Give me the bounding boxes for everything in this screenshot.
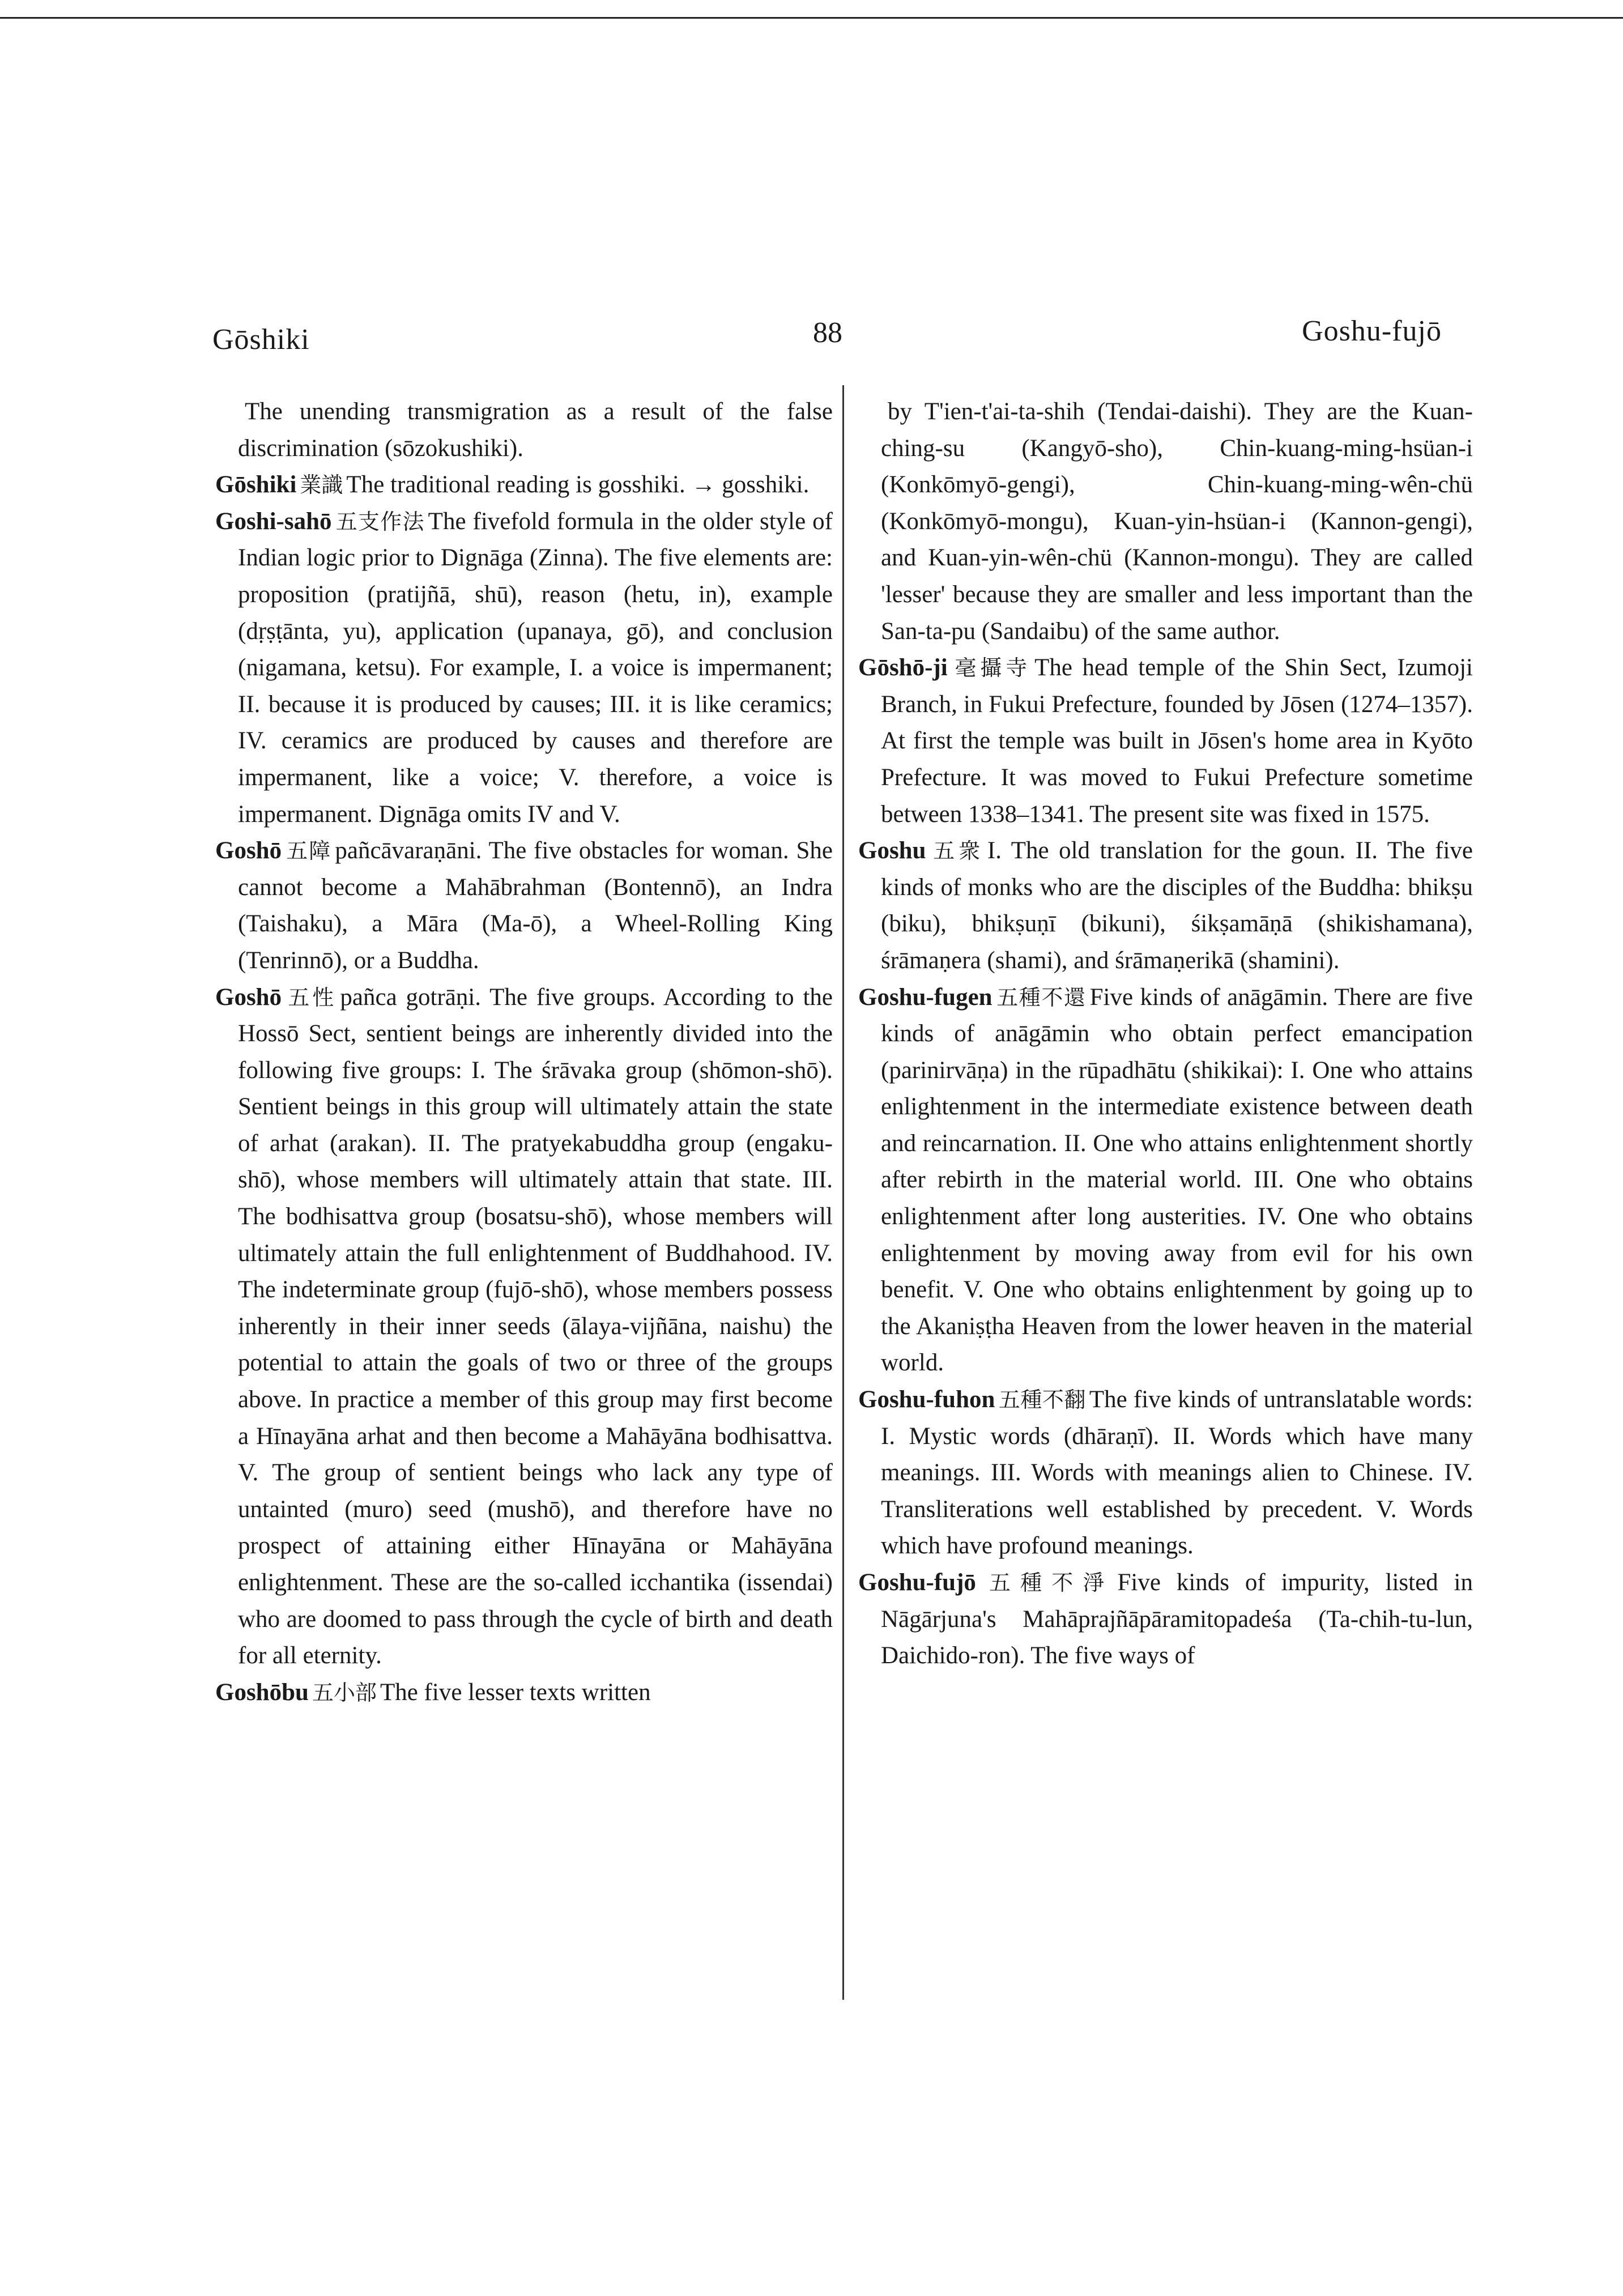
entry-headword: Goshō [215, 983, 282, 1011]
entry-kanji: 毫攝寺 [951, 655, 1032, 681]
entry-text: Five kinds of anāgāmin. There are five kinds of anāgāmin who obtain perfect emancipation (parinirvāṇa) in the rūpadhātu (shikikai): I. One who attains enlightenment in the intermediate existence between death and reincarnation. II. One who attains enlightenment shortly after rebirth in the material world. III. One who obtains enlightenment after long austerities. IV. One who obtains enlightenment by moving away from evil for his own benefit. V. One who obtains enlightenment by going up to the Akaniṣṭha Heaven from the lower heaven in the material world. [881, 983, 1473, 1377]
entry-text: The traditional reading is gosshiki. → gosshiki. [346, 471, 810, 499]
column-divider [842, 385, 844, 2000]
dictionary-entry [858, 979, 1473, 1382]
entry-headword: Goshi-sahō [215, 508, 332, 535]
entry-text: The five kinds of untranslatable words: I. Mystic words (dhāraṇī). II. Words which have many meanings. III. Words with meanings alien to Chinese. IV. Transliterations well established by precedent. V. Words which have profound meanings. [881, 1386, 1473, 1560]
entry-headword: Goshu-fujō [858, 1569, 976, 1596]
entry-kanji: 五衆 [929, 838, 984, 864]
entry-kanji: 五種不還 [995, 985, 1087, 1010]
entry-text: pañcāvaraṇāni. The five obstacles for woman. She cannot become a Mahābrahman (Bontennō), an Indra (Taishaku), a Māra (Ma-ō), a Wheel-Rolling King (Tenrinnō), or a Buddha. [238, 837, 833, 974]
right-column [858, 394, 1473, 1675]
page-number: 88 [813, 317, 842, 349]
entry-headword: Goshōbu [215, 1679, 309, 1706]
dictionary-entry [858, 1382, 1473, 1565]
entry-kanji: 業識 [300, 472, 343, 498]
header-right-guideword: Goshu-fujō [1302, 315, 1442, 347]
entry-text: The unending transmigration as a result of the false discrimination (sōzokushiki). [238, 398, 833, 462]
dictionary-entry [215, 979, 833, 1675]
entry-headword: Gōshiki [215, 471, 297, 499]
entry-text: The fivefold formula in the older style of Indian logic prior to Dignāga (Zinna). The five elements are: proposition (pratijñā, shū), reason (hetu, in), example (dṛṣṭānta, yu), application (upanaya, gō), and conclusion (nigamana, ketsu). For example, I. a voice is impermanent; II. because it is produced by causes; III. it is like ceramics; IV. ceramics are produced by causes and therefore are impermanent, like a voice; V. therefore, a voice is impermanent. Dignāga omits IV and V. [238, 508, 833, 828]
left-column [215, 394, 833, 1711]
entry-text: pañca gotrāṇi. The five groups. According to the Hossō Sect, sentient beings are inherently divided into the following five groups: I. The śrāvaka group (shōmon-shō). Sentient beings in this group will ultimately attain the state of arhat (arakan). II. The pratyekabuddha group (engaku-shō), whose members will ultimately attain that state. III. The bodhisattva group (bosatsu-shō), whose members will ultimately attain the full enlightenment of Buddhahood. IV. The indeterminate group (fujō-shō), whose members possess inherently in their inner seeds (ālaya-vijñāna, naishu) the potential to attain the goals of two or three of the groups above. In practice a member of this group may first become a Hīnayāna arhat and then become a Mahāyāna bodhisattva. V. The group of sentient beings who lack any type of untainted (muro) seed (mushō), and therefore have no prospect of attaining either Hīnayāna or Mahāyāna enlightenment. These are the so-called icchantika (issendai) who are doomed to pass through the cycle of birth and death for all eternity. [238, 983, 833, 1669]
dictionary-entry [215, 467, 833, 504]
entry-kanji: 五種不淨 [979, 1570, 1114, 1595]
entry-kanji: 五種不翻 [998, 1387, 1086, 1413]
entry-headword: Goshō [215, 837, 282, 864]
dictionary-entry [215, 833, 833, 979]
entry-headword: Gōshō-ji [858, 654, 948, 681]
page-header [212, 315, 1442, 374]
entry-kanji: 五性 [285, 985, 337, 1010]
dictionary-entry [215, 394, 833, 467]
dictionary-entry [215, 504, 833, 833]
entry-text: by T'ien-t'ai-ta-shih (Tendai-daishi). They are the Kuan-ching-su (Kangyō-sho), Chin-kuang-ming-hsüan-i (Konkōmyō-gengi), Chin-kuang-ming-wên-chü (Konkōmyō-mongu), Kuan-yin-hsüan-i (Kannon-gengi), and Kuan-yin-wên-chü (Kannon-mongu). They are called 'lesser' because they are smaller and less important than the San-ta-pu (Sandaibu) of the same author. [881, 398, 1473, 645]
header-left-guideword: Gōshiki [212, 323, 310, 356]
entry-headword: Goshu [858, 837, 926, 864]
dictionary-entry [215, 1675, 833, 1711]
entry-text: Five kinds of impurity, listed in Nāgārjuna's Mahāprajñāpāramitopadeśa (Ta-chih-tu-lun, Daichido-ron). The five ways of [881, 1569, 1473, 1669]
entry-kanji: 五支作法 [335, 509, 425, 534]
dictionary-entry [858, 1565, 1473, 1675]
dictionary-entry [858, 833, 1473, 979]
entry-text: The head temple of the Shin Sect, Izumoji Branch, in Fukui Prefecture, founded by Jōsen (1274–1357). At first the temple was built in Jōsen's home area in Kyōto Prefecture. It was moved to Fukui Prefecture sometime between 1338–1341. The present site was fixed in 1575. [881, 654, 1473, 828]
top-rule [0, 17, 1623, 19]
entry-headword: Goshu-fugen [858, 983, 992, 1011]
dictionary-entry [858, 650, 1473, 833]
entry-text: The five lesser texts written [380, 1679, 651, 1706]
dictionary-entry [858, 394, 1473, 650]
entry-headword: Goshu-fuhon [858, 1386, 995, 1413]
entry-kanji: 五障 [285, 838, 332, 864]
entry-text: I. The old translation for the goun. II. The five kinds of monks who are the disciples of the Buddha: bhikṣu (biku), bhikṣuṇī (bikuni), śikṣamāṇā (shikishamana), śrāmaṇera (shami), and śrāmaṇerikā (shamini). [881, 837, 1473, 974]
entry-kanji: 五小部 [312, 1680, 377, 1705]
